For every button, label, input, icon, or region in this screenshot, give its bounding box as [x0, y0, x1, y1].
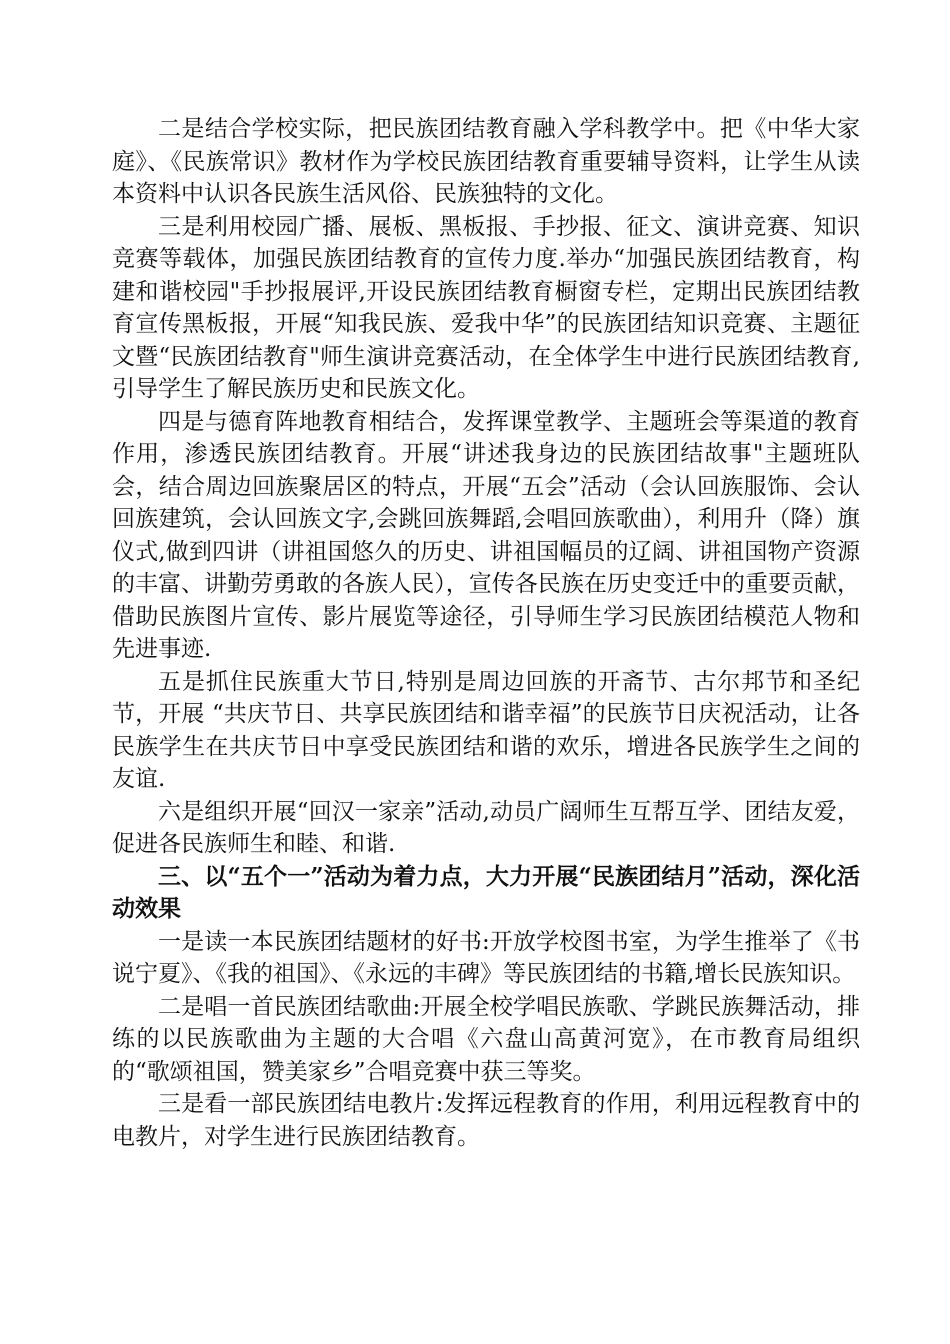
section-heading: 三、以“五个一”活动为着力点，大力开展“民族团结月”活动，深化活动效果	[112, 862, 860, 922]
paragraph-watch-film: 三是看一部民族团结电教片:发挥远程教育的作用，利用远程教育中的电教片，对学生进行民族团结教育。	[112, 1091, 860, 1150]
paragraph-moral-education: 四是与德育阵地教育相结合，发挥课堂教学、主题班会等渠道的教育作用，渗透民族团结教育。开展“讲述我身边的民族团结故事"主题班队会，结合周边回族聚居区的特点，开展“五会”活动（会认回族服饰、会认回族建筑，会认回族文字,会跳回族舞蹈,会唱回族歌曲），利用升（降）旗仪式,做到四讲（讲祖国悠久的历史、讲祖国幅员的辽阔、讲祖国物产资源的丰富、讲勤劳勇敢的各族人民），宣传各民族在历史变迁中的重要贡献，借助民族图片宣传、影片展览等途径，引导师生学习民族团结模范人物和先进事迹.	[112, 408, 860, 662]
paragraph-festivals: 五是抓住民族重大节日,特别是周边回族的开斋节、古尔邦节和圣纪节，开展 “共庆节日、共享民族团结和谐幸福”的民族节日庆祝活动，让各民族学生在共庆节日中享受民族团结和谐的欢乐，增进各民族学生之间的友谊.	[112, 668, 860, 792]
paragraph-sing-song: 二是唱一首民族团结歌曲:开展全校学唱民族歌、学跳民族舞活动，排练的以民族歌曲为主题的大合唱《六盘山高黄河宽》，在市教育局组织的“歌颂祖国，赞美家乡”合唱竞赛中获三等奖。	[112, 993, 860, 1085]
paragraph-campus-media: 三是利用校园广播、展板、黑板报、手抄报、征文、演讲竞赛、知识竞赛等载体，加强民族团结教育的宣传力度.举办“加强民族团结教育，构建和谐校园"手抄报展评,开设民族团结教育橱窗专栏，定期出民族团结教育宣传黑板报，开展“知我民族、爱我中华”的民族团结知识竞赛、主题征文暨“民族团结教育"师生演讲竞赛活动，在全体学生中进行民族团结教育,引导学生了解民族历史和民族文化。	[112, 213, 860, 402]
paragraph-integrate-teaching: 二是结合学校实际，把民族团结教育融入学科教学中。把《中华大家庭》、《民族常识》教材作为学校民族团结教育重要辅导资料，让学生从读本资料中认识各民族生活风俗、民族独特的文化。	[112, 116, 860, 207]
document-body	[112, 113, 860, 1153]
paragraph-read-book: 一是读一本民族团结题材的好书:开放学校图书室，为学生推举了《书说宁夏》、《我的祖国》、《永远的丰碑》等民族团结的书籍,增长民族知识。	[112, 928, 860, 987]
paragraph-one-family: 六是组织开展“回汉一家亲”活动,动员广阔师生互帮互学、团结友爱，促进各民族师生和睦、和谐.	[112, 798, 860, 857]
